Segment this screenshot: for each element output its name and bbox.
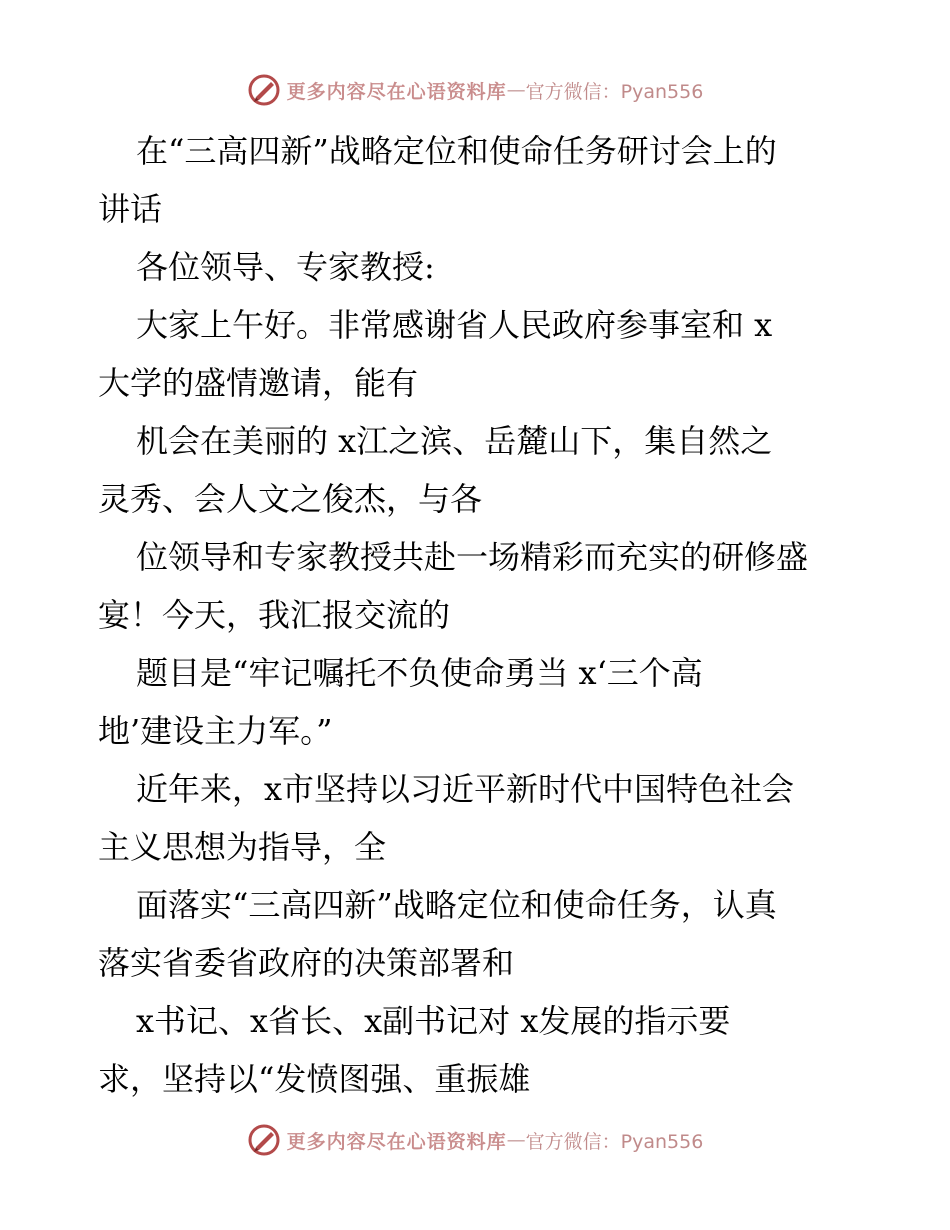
text-line: 面落实“三高四新”战略定位和使命任务，认真 xyxy=(136,886,777,924)
watermark-text: 更多内容尽在心语资料库 xyxy=(286,80,507,103)
text-line: 机会在美丽的 x江之滨、岳麓山下，集自然之 xyxy=(136,422,773,460)
text-line: 位领导和专家教授共赴一场精彩而充实的研修盛 xyxy=(136,538,809,576)
text-line: 讲话 xyxy=(98,190,163,228)
watermark-text: 更多内容尽在心语资料库 xyxy=(286,1130,507,1153)
text-line: 大家上午好。非常感谢省人民政府参事室和 x xyxy=(136,306,773,344)
text-line: 大学的盛情邀请，能有 xyxy=(98,364,419,402)
text-line: 近年来，x市坚持以习近平新时代中国特色社会 xyxy=(136,770,795,808)
text-line: x书记、x省长、x副书记对 x发展的指示要 xyxy=(136,1002,731,1040)
watermark-separator: — xyxy=(506,1129,526,1151)
watermark-separator: — xyxy=(506,79,526,101)
pen-logo-icon xyxy=(247,73,281,107)
text-line: 落实省委省政府的决策部署和 xyxy=(98,944,515,982)
header-watermark xyxy=(0,70,950,110)
text-line: 题目是“牢记嘱托不负使命勇当 x‘三个高 xyxy=(136,654,703,692)
footer-watermark xyxy=(0,1120,950,1160)
text-line: 地’建设主力军。” xyxy=(98,712,333,750)
document-body xyxy=(98,122,858,1108)
watermark-wechat: 官方微信：Pyan556 xyxy=(525,80,704,103)
text-line: 灵秀、会人文之俊杰，与各 xyxy=(98,480,483,518)
text-line: 宴！今天，我汇报交流的 xyxy=(98,596,451,634)
text-line: 求，坚持以“发愤图强、重振雄 xyxy=(98,1060,531,1098)
text-line: 主义思想为指导，全 xyxy=(98,828,387,866)
watermark-wechat: 官方微信：Pyan556 xyxy=(525,1130,704,1153)
text-line: 各位领导、专家教授: xyxy=(136,248,435,286)
text-line: 在“三高四新”战略定位和使命任务研讨会上的 xyxy=(136,132,777,170)
pen-logo-icon xyxy=(247,1123,281,1157)
